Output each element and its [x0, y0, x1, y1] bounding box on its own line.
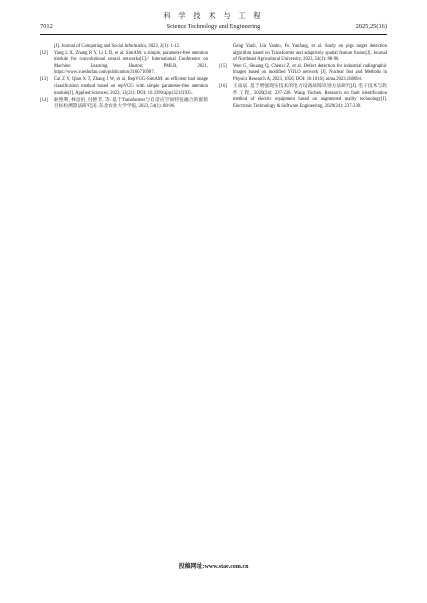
journal-title-cn: 科 学 技 术 与 工 程: [163, 12, 264, 20]
reference-number: [15]: [219, 63, 227, 69]
page-number: 7012: [40, 23, 53, 30]
reference-item: [40, 51, 208, 77]
left-column: [40, 44, 208, 111]
reference-text: 王雨辰. 基于增强现实技术的电力设备故障识别方法研究[J]. 电子技术与软件工程, 2020(24): 237-238. Wang Yuchen. Research on fault identification method of electric equipment based on augmented reality technology[J]. Electronic Technology & Software Engineering, 2020(24): 237-238.: [233, 84, 387, 109]
reference-text: Wen G, Shuang Q, Chenxi Z, et al. Defect detection for industrial radiographic images based on modified YOLO network [J]. Nuclear Inst and Methods in Physics Research A, 2023, 1056; DOI: 10.1016/j.nima.2023.168694.: [233, 63, 387, 82]
reference-number: [13]: [40, 77, 48, 83]
reference-item: [40, 98, 208, 111]
reference-item: [219, 84, 387, 110]
journal-title-en: Science Technology and Engineering: [166, 23, 261, 30]
submission-url: 投稿网址:www.stae.com.cn: [178, 564, 249, 570]
reference-text: Yang L X, Zhang R Y, Li L D, et al. SimAM: a simple, parameter-free attention module for convolutional neural networks[C]// International Conference on Machine Learning. Huston: PMLR, 2021, https://www.xueshufan.com/publication/3166716987.: [54, 50, 208, 76]
reference-continuation: Geng Yanli, Lin Yanbo, Fu Yanfang, et al. Study on pigs target detection algorithm based on Transformer and adaptively spatial feature fusion[J]. Journal of Northeast Agricultural University, 2023, 54(1): 88-96.: [233, 44, 387, 63]
reference-continuation: [J]. Journal of Computing and Social Informatics, 2023, 2(1): 1-12.: [54, 44, 181, 49]
volume-issue: 2025,25(16): [355, 23, 387, 30]
reference-text: 耿艳利, 林彦伯, 付艳芳, 等. 基于Transformer与自适应空间特征融合的群猪目标检测算法研究[J]. 东北农业大学学报, 2023, 54(1): 88-96.: [54, 97, 208, 110]
header-rule: [40, 34, 387, 35]
reference-text: Cai Z Y, Qiao X T, Zhang J W, et al. RepVGG-SimAM: an efficient bad image classification method based on repVGG with simple parameter-free attention module[J]. Applied Sciences, 2023, 13(21): DOI: 10.3390/app132111925.: [54, 77, 208, 96]
right-column: [219, 44, 387, 111]
reference-number: [14]: [40, 97, 48, 103]
reference-item: [40, 77, 208, 97]
reference-item: [219, 64, 387, 84]
page-header: [40, 8, 387, 42]
reference-number: [12]: [40, 50, 48, 56]
reference-number: [16]: [219, 84, 227, 90]
